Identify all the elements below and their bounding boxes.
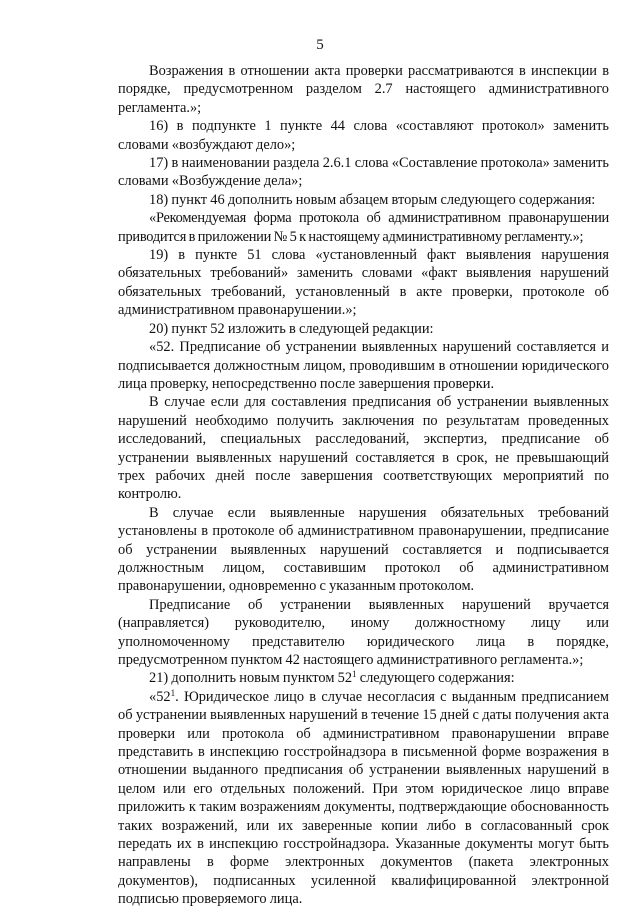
point-52-1-superscript: 1 [170,687,176,698]
page-number: 5 [316,37,324,53]
item-21-text: 21) дополнить новым пунктом 52 [149,670,353,687]
paragraph-order-delivery: Предписание об устранении выявленных нарушений вручается (направляется) руководителю, иному должностному лицу или уполномоченному представителю юридического лица в порядке, предусмотренном пунктом 42 настоящего административного регламента.»; [118,596,609,668]
paragraph-item-17: 17) в наименовании раздела 2.6.1 слова «Составление протокола» заменить словами «Возбуждение дела»; [118,155,609,190]
paragraph-point-52-1 [118,688,609,909]
point-52-1-text: . Юридическое лицо в случае несогласия с выданным предписанием об устранении выявленных нарушений в течение 15 дней с даты получения акта проверки или протокола об административном правонарушении вправе представить в инспекцию госстройнадзора в письменной форме возражения в отношении выданного предписания об устранении выявленных нарушений в целом или его отдельных положений. При этом юридическое лицо вправе приложить к таким возражениям документы, подтверждающие обоснованность таких возражений, или их заверенные копии либо в согласованный срок передать их в инспекцию госстройнадзора. Указанные документы могут быть направлены в форме электронных документов (пакета электронных документов), подписанных усиленной квалифицированной электронной подписью проверяемого лица. [118,688,609,908]
paragraph-item-19: 19) в пункте 51 слова «установленный факт выявления нарушения обязательных требований» заменить словами «факт выявления нарушений обязательных требований, установленный в акте проверки, протоколе об административном правонарушении.»; [118,247,609,319]
item-21-text-end: следующего содержания: [356,670,515,687]
point-52-1-start: «52 [149,688,171,705]
paragraph-item-18: 18) пункт 46 дополнить новым абзацем вторым следующего содержания: [149,191,596,208]
paragraph-objections-review: Возражения в отношении акта проверки рассматриваются в инспекции в порядке, предусмотренном разделом 2.7 настоящего административного регламента.»; [118,63,609,116]
paragraph-expertise-deadline: В случае если для составления предписания об устранении выявленных нарушений необходимо получить заключения по результатам проведенных исследований, специальных расследований, экспертиз, предписание об устранении выявленных нарушений составляется в срок, не превышающий трех рабочих дней после завершения соответствующих мероприятий по контролю. [118,394,609,503]
document-body [118,62,609,909]
paragraph-point-52: «52. Предписание об устранении выявленных нарушений составляется и подписывается должностным лицом, проводившим в отношении юридического лица проверку, непосредственно после завершения проверки. [118,339,609,392]
paragraph-item-20: 20) пункт 52 изложить в следующей редакции: [149,320,434,337]
paragraph-item-21 [118,669,609,687]
item-21-superscript: 1 [352,669,357,680]
paragraph-item-16: 16) в подпункте 1 пункте 44 слова «составляют протокол» заменить словами «возбуждают дело»; [118,118,609,153]
paragraph-violations-in-protocol: В случае если выявленные нарушения обязательных требований установлены в протоколе об административном правонарушении, предписание об устранении выявленных нарушений составляется и подписывается должностным лицом, составившим протокол об административном правонарушении, одновременно с указанным протоколом. [118,504,609,595]
paragraph-protocol-form: «Рекомендуемая форма протокола об административном правонарушении приводится в приложении № 5 к настоящему административному регламенту.»; [118,210,609,245]
